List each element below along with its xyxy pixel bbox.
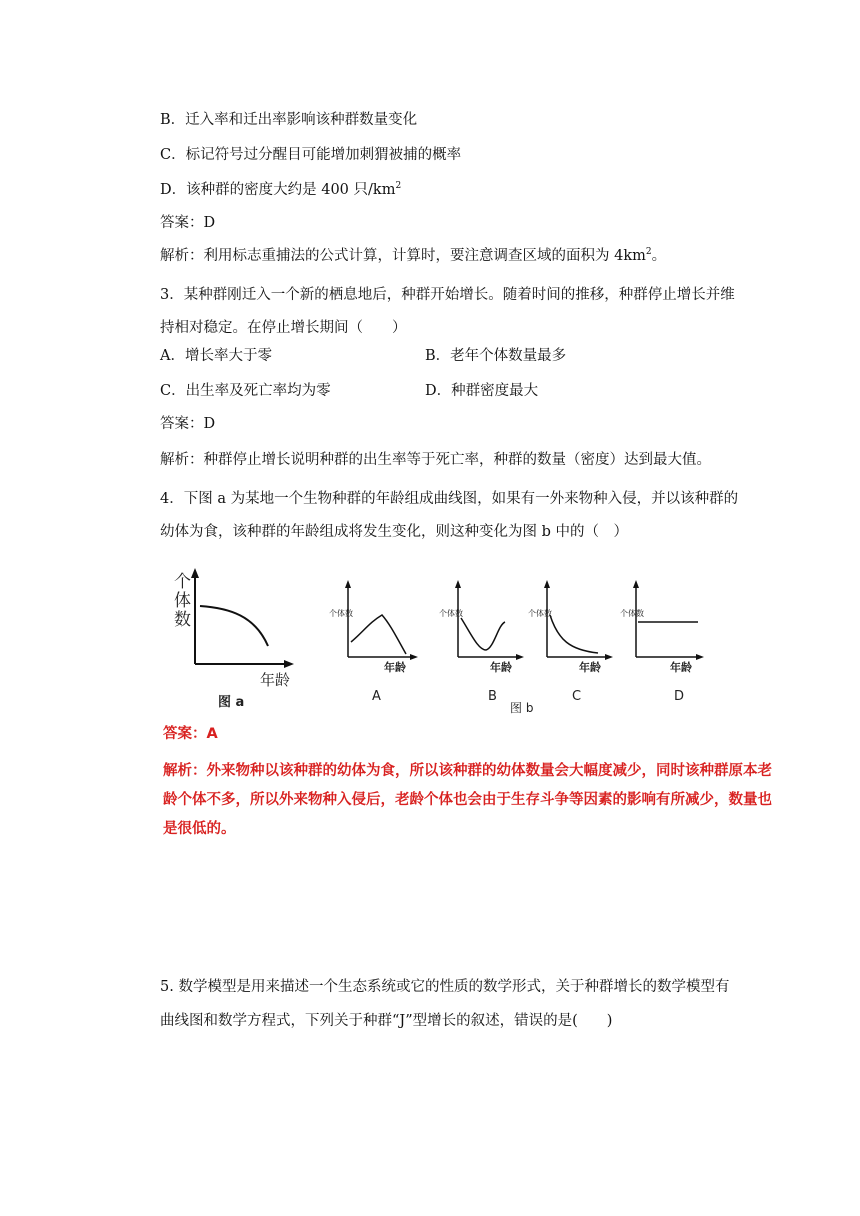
figure-b-panel-c [528, 580, 613, 704]
panel-d-xlabel: 年龄 [670, 661, 692, 674]
q3-option-c: C．出生率及死亡率均为零 [160, 383, 331, 399]
panel-a-xlabel: 年龄 [384, 661, 406, 674]
q3-option-b: B．老年个体数量最多 [425, 348, 567, 364]
q3-option-a: A．增长率大于零 [160, 348, 272, 364]
panel-a-label: A [372, 689, 381, 704]
panel-c-label: C [572, 689, 582, 704]
explanation-q4: 解析：外来物种以该种群的幼体为食，所以该种群的幼体数量会大幅度减少，同时该种群原本老龄个体不多，所以外来物种入侵后，老龄个体也会由于生存斗争等因素的影响有所减少，数量也是很低的。 [163, 763, 772, 837]
answer-q3: 答案：D [160, 416, 216, 432]
b-caption: 图 b [510, 701, 534, 715]
q3-option-d: D．种群密度最大 [425, 383, 539, 399]
a-xlabel: 年龄 [260, 671, 291, 689]
explanation-q3: 解析：种群停止增长说明种群的出生率等于死亡率，种群的数量（密度）达到最大值。 [160, 452, 711, 468]
option-d: D．该种群的密度大约是 400 只$/km^2$ [160, 181, 402, 198]
panel-b-xlabel: 年龄 [490, 661, 512, 674]
figure-a [174, 568, 294, 710]
panel-d-ylabel: 个体数 [620, 609, 644, 618]
curve-panel-b [461, 618, 505, 650]
a-caption: 图 a [218, 695, 245, 710]
panel-b-label: B [488, 689, 497, 704]
panel-b-ylabel: 个体数 [439, 609, 463, 618]
figure-b-panel-b [439, 580, 533, 715]
curve-a [200, 606, 268, 646]
answer-q2: 答案：D [160, 215, 216, 231]
panel-a-ylabel: 个体数 [329, 609, 353, 618]
curve-panel-a [351, 615, 406, 654]
question-4: 4．下图 a 为某地一个生物种群的年龄组成曲线图，如果有一外来物种入侵，并以该种群的幼体为食，该种群的年龄组成将发生变化，则这种变化为图 b 中的（ ） [160, 491, 739, 540]
curve-panel-c [550, 615, 598, 653]
figure-b-panel-d [620, 580, 704, 704]
option-c: C．标记符号过分醒目可能增加刺猬被捕的概率 [160, 147, 462, 163]
answer-q4: 答案：A [163, 726, 218, 742]
panel-c-ylabel: 个体数 [528, 609, 552, 618]
a-ylabel-1: 个 [174, 572, 191, 592]
question-5: 5. 数学模型是用来描述一个生态系统或它的性质的数学形式，关于种群增长的数学模型有曲线图和数学方程式，下列关于种群“J”型增长的叙述，错误的是( ) [160, 979, 730, 1029]
a-ylabel-2: 体 [174, 591, 191, 611]
age-structure-figure [160, 560, 720, 724]
panel-d-label: D [674, 689, 685, 704]
a-ylabel-3: 数 [174, 610, 191, 630]
explanation-q2: 解析：利用标志重捕法的公式计算，计算时，要注意调查区域的面积为 $4km^2$。 [160, 247, 667, 264]
question-3: 3．某种群刚迁入一个新的栖息地后，种群开始增长。随着时间的推移，种群停止增长并维持相对稳定。在停止增长期间（ ） [160, 287, 735, 336]
option-b: B．迁入率和迁出率影响该种群数量变化 [160, 112, 418, 128]
panel-c-xlabel: 年龄 [579, 661, 601, 674]
figure-b-panel-a [329, 580, 418, 704]
